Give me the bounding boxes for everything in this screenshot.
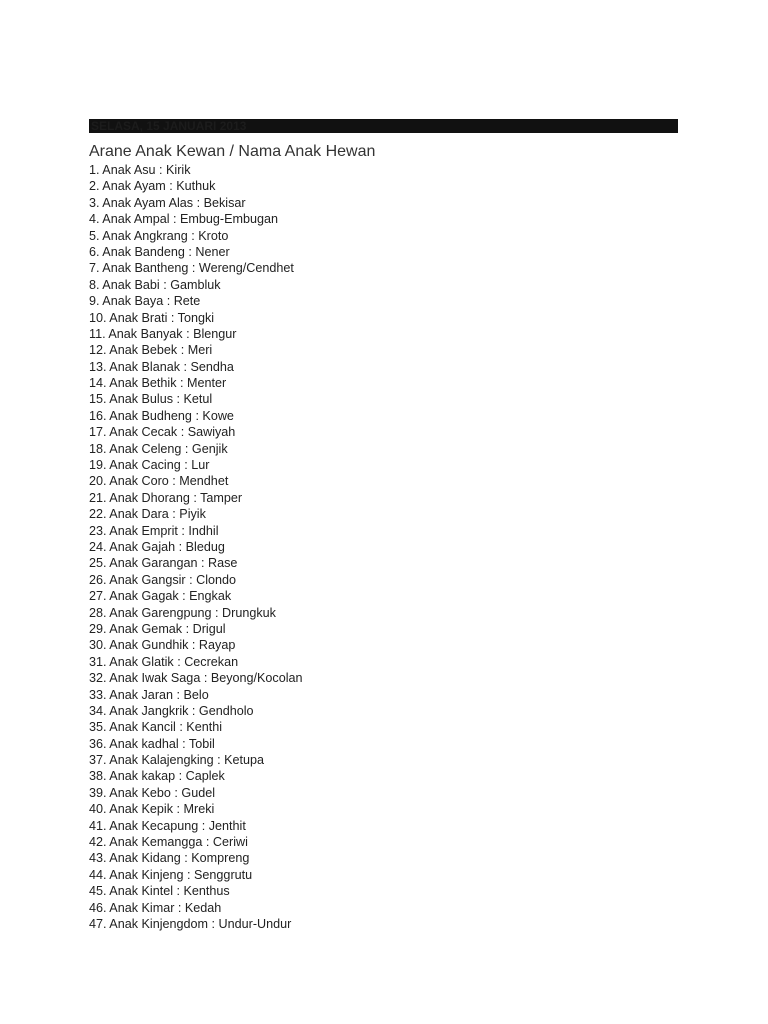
- animal-names-list: [89, 162, 303, 932]
- list-item: 24. Anak Gajah : Bledug: [89, 539, 225, 554]
- list-item: 9. Anak Baya : Rete: [89, 294, 201, 309]
- list-item: 44. Anak Kinjeng : Senggrutu: [89, 867, 253, 882]
- list-item: 20. Anak Coro : Mendhet: [89, 474, 229, 489]
- list-item: 6. Anak Bandeng : Nener: [89, 244, 230, 259]
- list-item: 18. Anak Celeng : Genjik: [89, 441, 228, 456]
- list-item: 42. Anak Kemangga : Ceriwi: [89, 835, 248, 850]
- post-date: SELASA, 15 JANUARI 2013: [91, 119, 247, 133]
- list-item: 29. Anak Gemak : Drigul: [89, 621, 226, 636]
- list-item: 45. Anak Kintel : Kenthus: [89, 884, 230, 899]
- list-item: 36. Anak kadhal : Tobil: [89, 736, 215, 751]
- list-item: 35. Anak Kancil : Kenthi: [89, 720, 223, 735]
- list-item: 31. Anak Glatik : Cecrekan: [89, 654, 239, 669]
- list-item: 34. Anak Jangkrik : Gendholo: [89, 703, 254, 718]
- list-item: 27. Anak Gagak : Engkak: [89, 589, 232, 604]
- list-item: 47. Anak Kinjengdom : Undur-Undur: [89, 916, 292, 931]
- list-item: 19. Anak Cacing : Lur: [89, 458, 210, 473]
- list-item: 7. Anak Bantheng : Wereng/Cendhet: [89, 261, 294, 276]
- list-item: 43. Anak Kidang : Kompreng: [89, 851, 250, 866]
- list-item: 21. Anak Dhorang : Tamper: [89, 490, 243, 505]
- post-title: Arane Anak Kewan / Nama Anak Hewan: [89, 143, 376, 160]
- list-item: 41. Anak Kecapung : Jenthit: [89, 818, 246, 833]
- list-item: 8. Anak Babi : Gambluk: [89, 277, 221, 292]
- list-item: 17. Anak Cecak : Sawiyah: [89, 425, 236, 440]
- list-item: 23. Anak Emprit : Indhil: [89, 523, 219, 538]
- list-item: 26. Anak Gangsir : Clondo: [89, 572, 237, 587]
- list-item: 14. Anak Bethik : Menter: [89, 376, 227, 391]
- list-item: 32. Anak Iwak Saga : Beyong/Kocolan: [89, 671, 303, 686]
- list-item: 15. Anak Bulus : Ketul: [89, 392, 213, 407]
- date-header-bar: [89, 119, 678, 133]
- list-item: 1. Anak Asu : Kirik: [89, 163, 191, 177]
- list-item: 25. Anak Garangan : Rase: [89, 556, 238, 571]
- list-item: 40. Anak Kepik : Mreki: [89, 802, 215, 817]
- list-item: 12. Anak Bebek : Meri: [89, 343, 213, 358]
- list-item: 28. Anak Garengpung : Drungkuk: [89, 605, 276, 620]
- list-item: 37. Anak Kalajengking : Ketupa: [89, 753, 265, 768]
- list-item: 4. Anak Ampal : Embug-Embugan: [89, 212, 279, 227]
- list-item: 11. Anak Banyak : Blengur: [89, 326, 237, 341]
- list-item: 38. Anak kakap : Caplek: [89, 769, 225, 784]
- list-item: 22. Anak Dara : Piyik: [89, 507, 206, 522]
- list-item: 39. Anak Kebo : Gudel: [89, 785, 216, 800]
- list-item: 30. Anak Gundhik : Rayap: [89, 638, 236, 653]
- list-item: 16. Anak Budheng : Kowe: [89, 408, 234, 423]
- list-item: 46. Anak Kimar : Kedah: [89, 900, 222, 915]
- list-item: 3. Anak Ayam Alas : Bekisar: [89, 195, 246, 210]
- list-item: 10. Anak Brati : Tongki: [89, 310, 215, 325]
- list-item: 13. Anak Blanak : Sendha: [89, 359, 234, 374]
- list-item: 2. Anak Ayam : Kuthuk: [89, 179, 216, 194]
- list-item: 33. Anak Jaran : Belo: [89, 687, 209, 702]
- list-item: 5. Anak Angkrang : Kroto: [89, 228, 229, 243]
